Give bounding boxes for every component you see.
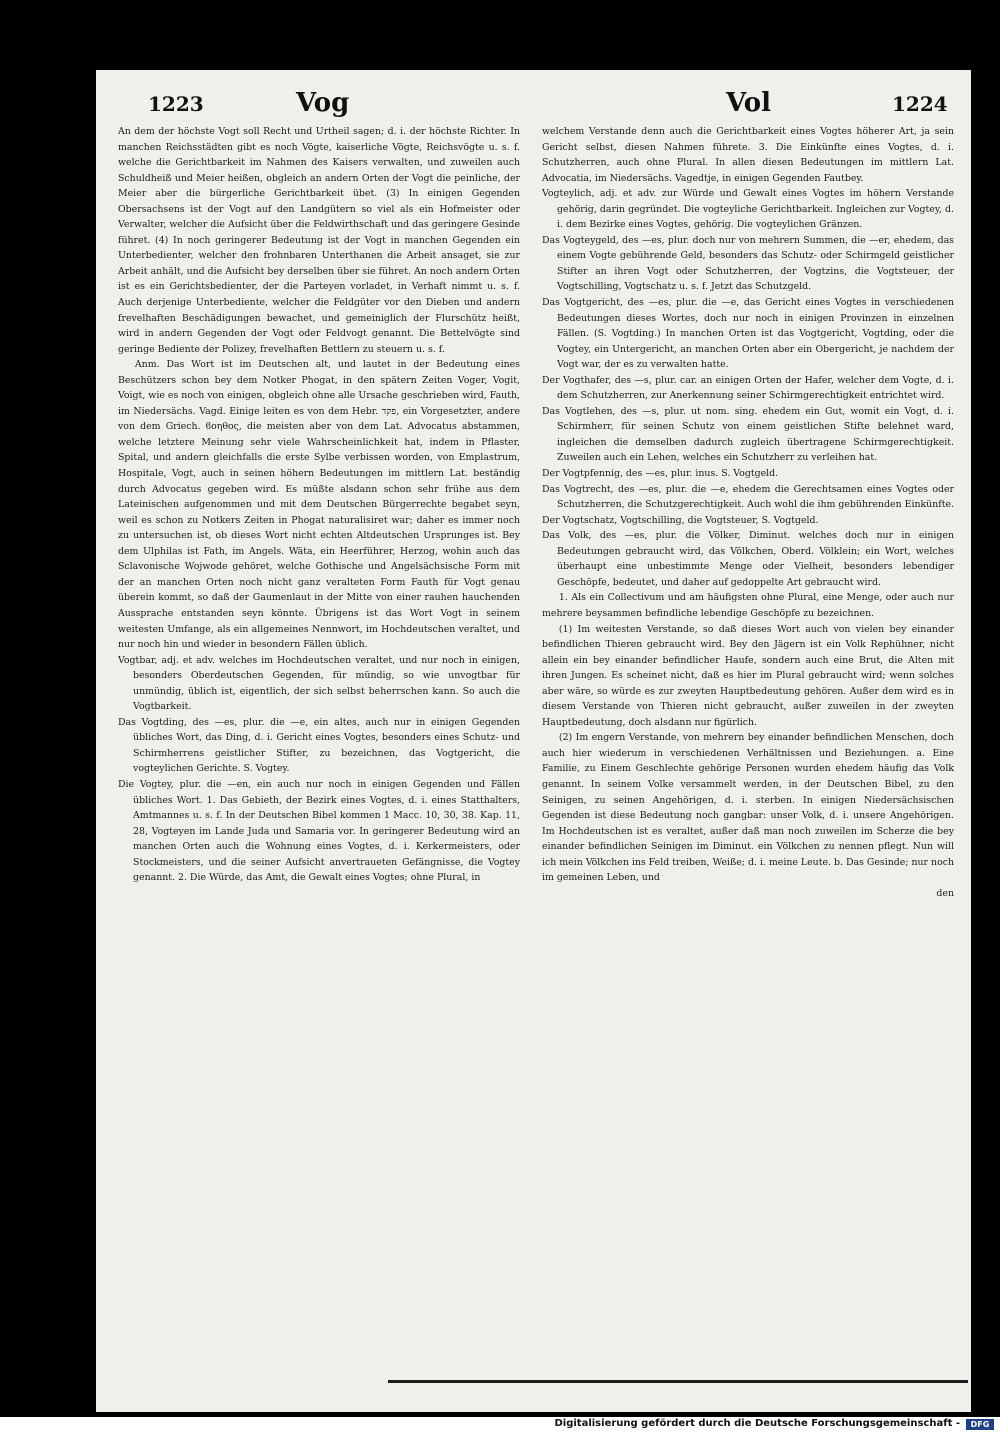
dictionary-entry: Der Vogtpfennig, des —es, plur. inus. S. Vogtgeld. bbox=[542, 468, 779, 480]
dictionary-entry: Das Vogtding, des —es, plur. die —e, ein altes, auch nur in einigen Gegenden übliches Wort, das Ding, d. i. Gericht eines Vogtes, besonders eines Schutz- und Schirmherrens geistlicher Stifter, zu bezeichnen, das Vogtgericht, die vogteylichen Gerichte. S. Vogtey. bbox=[118, 716, 520, 775]
dictionary-entry: Die Vogtey, plur. die —en, ein auch nur noch in einigen Gegenden und Fällen übliches Wort. 1. Das Gebieth, der Bezirk eines Vogtes, d. i. eines Statthalters, Amtmannes u. s. f. In der Deutschen Bibel kommen 1 Macc. 10, 30, 38. Kap. 11, 28, Vogteyen im Lande Juda und Samaria vor. In geringerer Bedeutung wird an manchen Orten auch die Wohnung eines Vogtes, d. i. Kerkermeisters, oder Stockmeisters, und die seiner Aufsicht anvertraueten Gefängnisse, die Vogtey genannt. 2. Die Würde, das Amt, die Gewalt eines Vogtes; ohne Plural, in bbox=[118, 778, 520, 884]
bottom-rule bbox=[388, 1380, 968, 1383]
page-number-right: 1224 bbox=[892, 92, 948, 116]
dictionary-entry: Das Vogtlehen, des —s, plur. ut nom. sing. ehedem ein Gut, womit ein Vogt, d. i. Schirmherr, für seinen Schutz von einem geistlichen Stifte belehnet ward, ingleichen die demselben dadurch zugleich übertragene Schirmgerechtigkeit. Zuweilen auch ein Lehen, welches ein Schutzherr zu verleihen hat. bbox=[542, 405, 954, 464]
dictionary-entry: Das Vogteygeld, des —es, plur. doch nur von mehrern Summen, die —er, ehedem, das einem Vogte gebührende Geld, besonders das Schutz- oder Schirmgeld geistlicher Stifter an ihren Vogt oder Schutzherren, der Vogtzins, die Vogtsteuer, der Vogtschilling, Vogtschatz u. s. f. Jetzt das Schutzgeld. bbox=[542, 234, 954, 293]
dictionary-entry: Vogtbar, adj. et adv. welches im Hochdeutschen veraltet, und nur noch in einigen, besonders Oberdeutschen Gegenden, für mündig, so wie unvogtbar für unmündig, üblich ist, eigentlich, der sich selbst beherrschen kann. So auch die Vogtbarkeit. bbox=[118, 654, 520, 713]
running-head-left: Vog bbox=[296, 88, 350, 118]
page-number-left: 1223 bbox=[148, 92, 204, 116]
paragraph: 1. Als ein Collectivum und am häufigsten ohne Plural, eine Menge, oder auch nur mehrere beysammen befindliche lebendige Geschöpfe zu bezeichnen. bbox=[542, 592, 954, 619]
funding-note: Digitalisierung gefördert durch die Deutsche Forschungsgemeinschaft - bbox=[554, 1418, 960, 1429]
paragraph: An dem der höchste Vogt soll Recht und Urtheil sagen; d. i. der höchste Richter. In manchen Reichsstädten gibt es noch Vögte, kaiserliche Vögte, Reichsvögte u. s. f. welche die Gerichtbarkeit im Nahmen des Kaisers verwalten, und zuweilen auch Schuldheiß und Meier heißen, obgleich an andern Orten der Vogt die peinliche, der Meier aber die bürgerliche Gerichtbarkeit übet. (3) In einigen Gegenden Obersachsens ist der Vogt auf den Landgütern so viel als ein Hofmeister oder Verwalter, welcher die Aufsicht über die Feldwirthschaft und das geringere Gesinde führet. (4) In noch geringerer Bedeutung ist der Vogt in manchen Gegenden ein Unterbedienter, welcher den frohnbaren Unterthanen die Arbeit ansaget, sie zur Arbeit anhält, und die Aufsicht bey derselben über sie führet. An noch andern Orten ist es ein Gerichtsbedienter, der die Parteyen vorladet, in Verhaft nimmt u. s. f. Auch derjenige Unterbediente, welcher die Feldgüter vor den Dieben und andern frevelhaften Beschädigungen bewachet, und gemeiniglich der Flurschütz heißt, wird in andern Gegenden der Vogt oder Feldvogt genannt. Die Bettelvögte sind geringe Bediente der Polizey, frevelhaften Bettlern zu steuern u. s. f. bbox=[118, 126, 520, 355]
dfg-logo-icon: DFG bbox=[966, 1419, 994, 1430]
dictionary-entry: Der Vogtschatz, Vogtschilling, die Vogtsteuer, S. Vogtgeld. bbox=[542, 514, 819, 526]
dictionary-entry: Vogteylich, adj. et adv. zur Würde und Gewalt eines Vogtes im höhern Verstande gehörig, darin gegründet. Die vogteyliche Gerichtbarkeit. Ingleichen zur Vogtey, d. i. dem Bezirke eines Vogtes, gehörig. Die vogteylichen Gränzen. bbox=[542, 188, 954, 231]
paragraph: Anm. Das Wort ist im Deutschen alt, und lautet in der Bedeutung eines Beschützers schon bey dem Notker Phogat, in den spätern Zeiten Voger, Vogit, Voigt, wie es noch von einigen, obgleich ohne alle Ursache geschrieben wird, Fauth, im Niedersächs. Vagd. Einige leiten es von dem Hebr. פקד, ein Vorgesetzter, andere von dem Griech. ϐοηθος, die meisten aber von dem Lat. Advocatus abstammen, welche letztere Meinung sehr viele Wahrscheinlichkeit hat, indem in Pflaster, Spital, und andern gleichfalls die erste Sylbe verbissen worden, von Emplastrum, Hospitale, Vogt, auch in seinen höhern Bedeutungen im mittlern Lat. beständig durch Advocatus gegeben wird. Es müßte alsdann schon sehr frühe aus dem Lateinischen aufgenommen und mit dem Deutschen Bürgerrechte begabet seyn, weil es schon zu Notkers Zeiten in Phogat naturalisiret war; daher es immer noch zu untersuchen ist, ob dieses Wort nicht echten Altdeutschen Ursprunges ist. Bey dem Ulphilas ist Fath, im Angels. Wäta, ein Heerführer, Herzog, wohin auch das Sclavonische Wojwode gehöret, welche Gothische und Angelsächsische Form mit der an manchen Orten noch nicht ganz veralteten Form Fauth für Vogt genau überein kommt, so daß der Gaumenlaut in der Mitte von einer rauhen hauchenden Aussprache entstanden seyn könnte. Übrigens ist das Wort Vogt in seinem weitesten Umfange, als ein allgemeines Nennwort, im Hochdeutschen veraltet, und nur noch hin und wieder in besondern Fällen üblich. bbox=[118, 359, 520, 651]
page-header bbox=[96, 88, 971, 124]
scanned-page bbox=[96, 70, 971, 1412]
digitization-footer bbox=[0, 1417, 1000, 1432]
running-head-right: Vol bbox=[726, 88, 772, 118]
dictionary-entry: Der Vogthafer, des —s, plur. car. an einigen Orten der Hafer, welcher dem Vogte, d. i. dem Schutzherren, zur Anerkennung seiner Schirmgerechtigkeit entrichtet wird. bbox=[542, 374, 954, 402]
catchword: den bbox=[936, 887, 954, 899]
paragraph: (1) Im weitesten Verstande, so daß dieses Wort auch von vielen bey einander befindlichen Thieren gebraucht wird. Bey den Jägern ist ein Volk Rephühner, nicht allein ein bey einander befindlicher Haufe, sondern auch eine Brut, die Alten mit ihren Jungen. Es scheinet nicht, daß es hier im Plural gebraucht wird; wenn solches aber wäre, so würde es zur zweyten Hauptbedeutung gehören. Außer dem wird es in diesem Verstande von Thieren nicht gebraucht, außer zuweilen in der zweyten Hauptbedeutung, doch alsdann nur figürlich. bbox=[542, 623, 954, 728]
right-column bbox=[542, 124, 954, 901]
dictionary-entry: Das Vogtgericht, des —es, plur. die —e, das Gericht eines Vogtes in verschiedenen Bedeutungen dieses Wortes, doch nur noch in einigen Provinzen in einzelnen Fällen. (S. Vogtding.) In manchen Orten ist das Vogtgericht, Vogtding, oder die Vogtey, ein Untergericht, an manchen Orten aber ein Obergericht, je nachdem der Vogt war, der es zu verwalten hatte. bbox=[542, 297, 954, 371]
dictionary-entry: Das Volk, des —es, plur. die Völker, Diminut. welches doch nur in einigen Bedeutungen gebraucht wird, das Völkchen, Oberd. Völklein; ein Wort, welches überhaupt eine unbestimmte Menge oder Vielheit, besonders lebendiger Geschöpfe, bedeutet, und daher auf gedoppelte Art gebraucht wird. bbox=[542, 530, 954, 588]
left-column bbox=[118, 124, 520, 886]
dictionary-entry: Das Vogtrecht, des —es, plur. die —e, ehedem die Gerechtsamen eines Vogtes oder Schutzherren, die Schutzgerechtigkeit. Auch wohl die ihm gebührenden Einkünfte. bbox=[542, 483, 955, 511]
paragraph: (2) Im engern Verstande, von mehrern bey einander befindlichen Menschen, doch auch hier wiederum in verschiedenen Verhältnissen und Beziehungen. a. Eine Familie, zu Einem Geschlechte gehörige Personen wurden ehedem häufig das Volk genannt. In seinem Volke versammelt werden, in der Deutschen Bibel, zu den Seinigen, zu seinen Angehörigen, d. i. sterben. In einigen Niedersächsischen Gegenden ist diese Bedeutung noch gangbar: unser Volk, d. i. unsere Angehörigen. Im Hochdeutschen ist es veraltet, außer daß man noch zuweilen im Scherze die bey einander befindlichen Seinigen im Diminut. ein Völkchen zu nennen pflegt. Nun will ich mein Völkchen ins Feld treiben, Weiße; d. i. meine Leute. b. Das Gesinde; nur noch im gemeinen Leben, und bbox=[542, 732, 954, 884]
paragraph: welchem Verstande denn auch die Gerichtbarkeit eines Vogtes höherer Art, ja sein Gericht selbst, diesen Nahmen führete. 3. Die Einkünfte eines Vogtes, d. i. Schutzherren, auch ohne Plural. In allen diesen Bedeutungen im mittlern Lat. Advocatia, im Niedersächs. Vagedtje, in einigen Gegenden Fautbey. bbox=[542, 126, 954, 184]
